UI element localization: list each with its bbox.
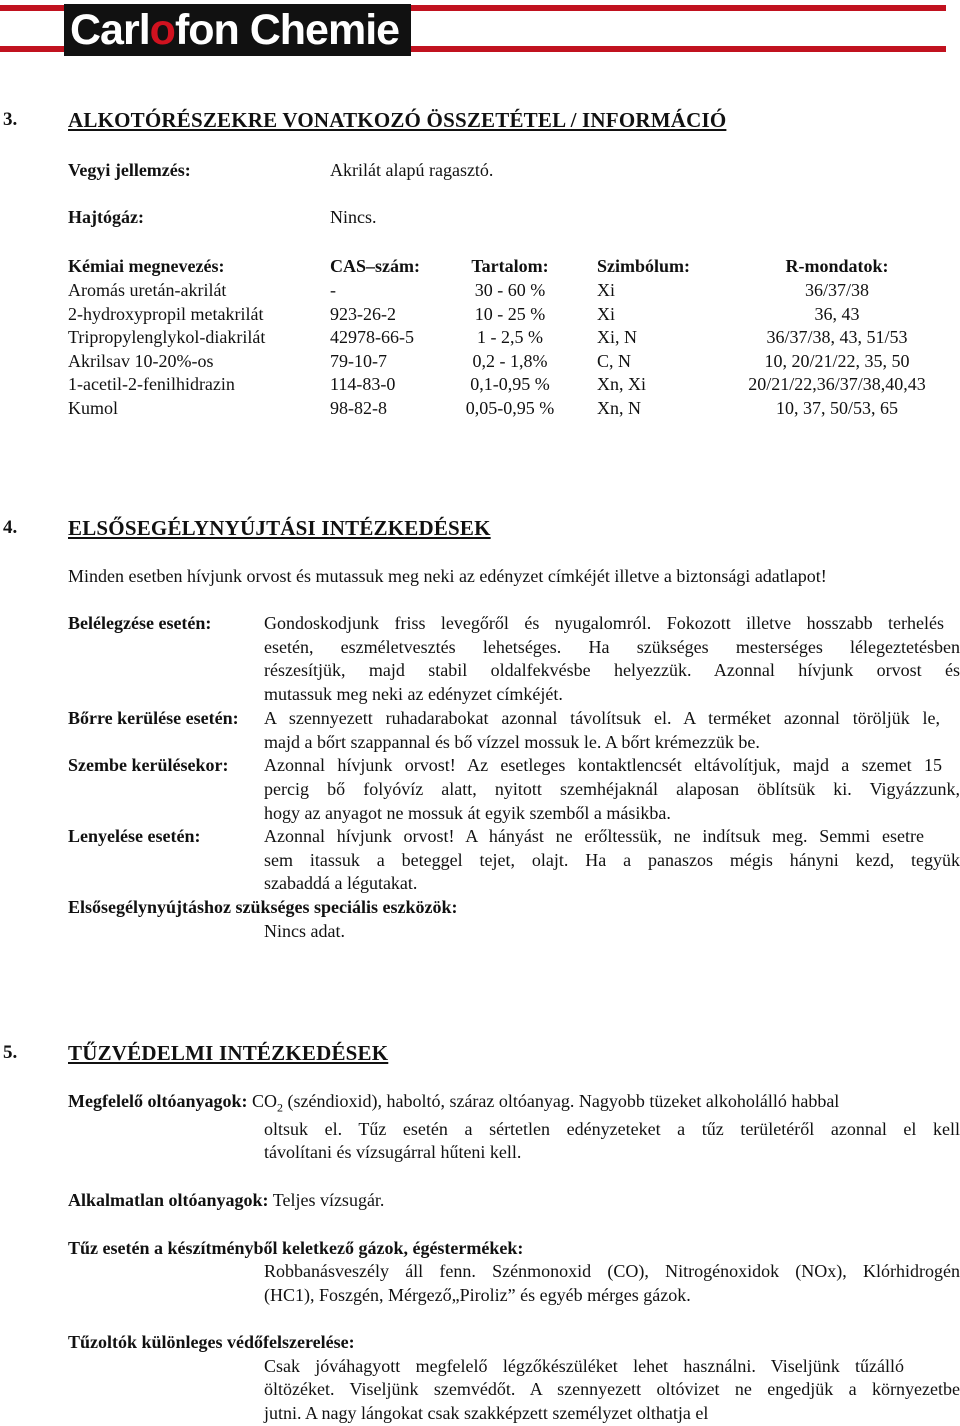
- table-header-cell: R-mondatok:: [785, 256, 889, 276]
- table-row: [0, 396, 960, 420]
- firefighter-equipment-line: jutni. A nagy lángokat csak szakképzett személyzet olthatja el: [264, 1403, 709, 1423]
- chem-value: Akrilát alapú ragasztó.: [330, 160, 494, 180]
- firefighter-equipment-line: Csak jóváhagyott megfelelő légzőkészüléket lehet használni. Viseljünk tűzálló: [264, 1356, 904, 1376]
- section-3-number: 3.: [3, 109, 18, 130]
- combustion-gases-line: (HC1), Foszgén, Mérgező„Piroliz” és egyéb mérges gázok.: [264, 1285, 691, 1305]
- table-header-cell: Tartalom:: [471, 256, 549, 276]
- skin-label: Bőrre kerülése esetén:: [68, 708, 239, 728]
- eye-label: Szembe kerülésekor:: [68, 755, 229, 775]
- table-row: [0, 349, 960, 373]
- ingestion-line: Azonnal hívjunk orvost! A hányást ne erőltessük, ne indítsuk meg. Semmi esetre: [264, 826, 924, 846]
- unsuitable-media-label: Alkalmatlan oltóanyagok:: [68, 1190, 269, 1210]
- table-cell: 2-hydroxypropil metakrilát: [68, 304, 264, 324]
- table-cell: Xi: [597, 280, 615, 300]
- table-header-cell: Kémiai megnevezés:: [68, 256, 225, 276]
- table-cell: 1 - 2,5 %: [477, 327, 543, 347]
- table-cell: 1-acetil-2-fenilhidrazin: [68, 374, 235, 394]
- inhalation-label: Belélegzése esetén:: [68, 613, 212, 633]
- eye-line: percig bő folyóvíz alatt, nyitott szemhéjaknál alaposan öblítsük ki. Vigyázzunk,: [264, 779, 960, 799]
- first-aid-tools-label: Elsősegélynyújtáshoz szükséges speciális eszközök:: [68, 897, 458, 917]
- table-cell: 30 - 60 %: [474, 280, 546, 300]
- first-aid-tools-value: Nincs adat.: [264, 921, 345, 941]
- table-cell: 0,1-0,95 %: [470, 374, 550, 394]
- table-cell: 20/21/22,36/37/38,40,43: [748, 374, 926, 394]
- unsuitable-media-value: Teljes vízsugár.: [272, 1190, 385, 1210]
- ingestion-line: szabaddá a légutakat.: [264, 873, 418, 893]
- propellant-value: Nincs.: [330, 207, 377, 227]
- skin-line: A szennyezett ruhadarabokat azonnal távolítsuk el. A terméket azonnal töröljük le,: [264, 708, 940, 728]
- firefighter-equipment-label: Tűzoltók különleges védőfelszerelése:: [68, 1332, 355, 1352]
- eye-line: Azonnal hívjunk orvost! Az esetleges kontaktlencsét eltávolítjuk, majd a szemet 15: [264, 755, 942, 775]
- table-cell: 10 - 25 %: [474, 304, 546, 324]
- table-header-cell: Szimbólum:: [597, 256, 691, 276]
- section-3-title: ALKOTÓRÉSZEKRE VONATKOZÓ ÖSSZETÉTEL / INFORMÁCIÓ: [68, 108, 727, 132]
- suitable-media-line: távolítani és vízsugárral hűteni kell.: [264, 1142, 522, 1162]
- table-row: [0, 372, 960, 396]
- table-cell: Aromás uretán-akrilát: [68, 280, 227, 300]
- combustion-gases-line: Robbanásveszély áll fenn. Szénmonoxid (CO), Nitrogénoxidok (NOx), Klórhidrogén: [264, 1261, 960, 1281]
- section-4-number: 4.: [3, 517, 18, 538]
- section-5-number: 5.: [3, 1042, 18, 1063]
- inhalation-line: részesítjük, majd stabil oldalfekvésbe helyezzük. Azonnal hívjunk orvost és: [264, 660, 960, 680]
- table-cell: Xi, N: [597, 327, 637, 347]
- table-cell: Xi: [597, 304, 615, 324]
- table-cell: 0,2 - 1,8%: [472, 351, 548, 371]
- table-row: [0, 325, 960, 349]
- table-header-cell: CAS–szám:: [330, 256, 420, 276]
- table-cell: Xn, Xi: [597, 374, 646, 394]
- table-cell: 42978-66-5: [330, 327, 414, 347]
- firefighter-equipment-line: öltözéket. Viseljünk szemvédőt. A szennyezett oltóvizet ne engedjük a környezetbe: [264, 1379, 960, 1399]
- section-5-title: TŰZVÉDELMI INTÉZKEDÉSEK: [68, 1041, 389, 1065]
- suitable-media-line: Megfelelő oltóanyagok: $CO_2$ (széndioxid), haboltó, száraz oltóanyag. Nagyobb tüzeket alkoholálló habbal: [68, 1091, 840, 1115]
- table-cell: 923-26-2: [330, 304, 396, 324]
- suitable-media-line: oltsuk el. Tűz esetén a sértetlen edényzeteket a tűz területéről azonnal el kell: [264, 1119, 960, 1139]
- table-cell: 36/37/38, 43, 51/53: [766, 327, 908, 347]
- table-cell: 36/37/38: [804, 280, 869, 300]
- skin-line: majd a bőrt szappannal és bő vízzel mossuk le. A bőrt krémezzük be.: [264, 732, 760, 752]
- table-cell: 10, 37, 50/53, 65: [775, 398, 898, 418]
- chem-label: Vegyi jellemzés:: [68, 160, 191, 180]
- inhalation-line: Gondoskodjunk friss levegőről és nyugalomról. Fokozott illetve hosszabb terhelés: [264, 613, 944, 633]
- table-cell: -: [330, 280, 336, 300]
- table-cell: Tripropylenglykol-diakrilát: [68, 327, 266, 347]
- ingestion-label: Lenyelése esetén:: [68, 826, 201, 846]
- table-cell: 10, 20/21/22, 35, 50: [764, 351, 910, 371]
- table-cell: Xn, N: [597, 398, 641, 418]
- table-cell: Akrilsav 10-20%-os: [68, 351, 214, 371]
- table-cell: 0,05-0,95 %: [465, 398, 555, 418]
- table-cell: C, N: [597, 351, 632, 371]
- unsuitable-media-line: [68, 1189, 384, 1213]
- inhalation-line: esetén, eszméletvesztés lehetséges. Ha szükséges mesterséges lélegeztetésben: [264, 637, 960, 657]
- table-cell: 36, 43: [814, 304, 860, 324]
- table-cell: 79-10-7: [330, 351, 387, 371]
- inhalation-line: mutassuk meg neki az edényzet címkéjét.: [264, 684, 563, 704]
- propellant-label: Hajtógáz:: [68, 207, 144, 227]
- combustion-gases-label: Tűz esetén a készítményből keletkező gázok, égéstermékek:: [68, 1238, 524, 1258]
- table-row: [0, 302, 960, 326]
- co2-formula: $CO_2$: [251, 1091, 283, 1115]
- table-cell: 98-82-8: [330, 398, 387, 418]
- table-cell: 114-83-0: [330, 374, 396, 394]
- table-header-row: [0, 254, 960, 278]
- table-cell: Kumol: [68, 398, 119, 418]
- company-logo: Carlofon Chemie: [64, 4, 411, 56]
- table-row: [0, 278, 960, 302]
- section-4-title: ELSŐSEGÉLYNYÚJTÁSI INTÉZKEDÉSEK: [68, 516, 491, 540]
- ingestion-line: sem itassuk a beteggel tejet, olajt. Ha a panaszos mégis hányni kezd, tegyük: [264, 850, 960, 870]
- suitable-media-label: Megfelelő oltóanyagok:: [68, 1091, 248, 1111]
- eye-line: hogy az anyagot ne mossuk át egyik szemből a másikba.: [264, 803, 671, 823]
- first-aid-intro: Minden esetben hívjunk orvost és mutassuk meg neki az edényzet címkéjét illetve a biztonsági adatlapot!: [68, 566, 827, 586]
